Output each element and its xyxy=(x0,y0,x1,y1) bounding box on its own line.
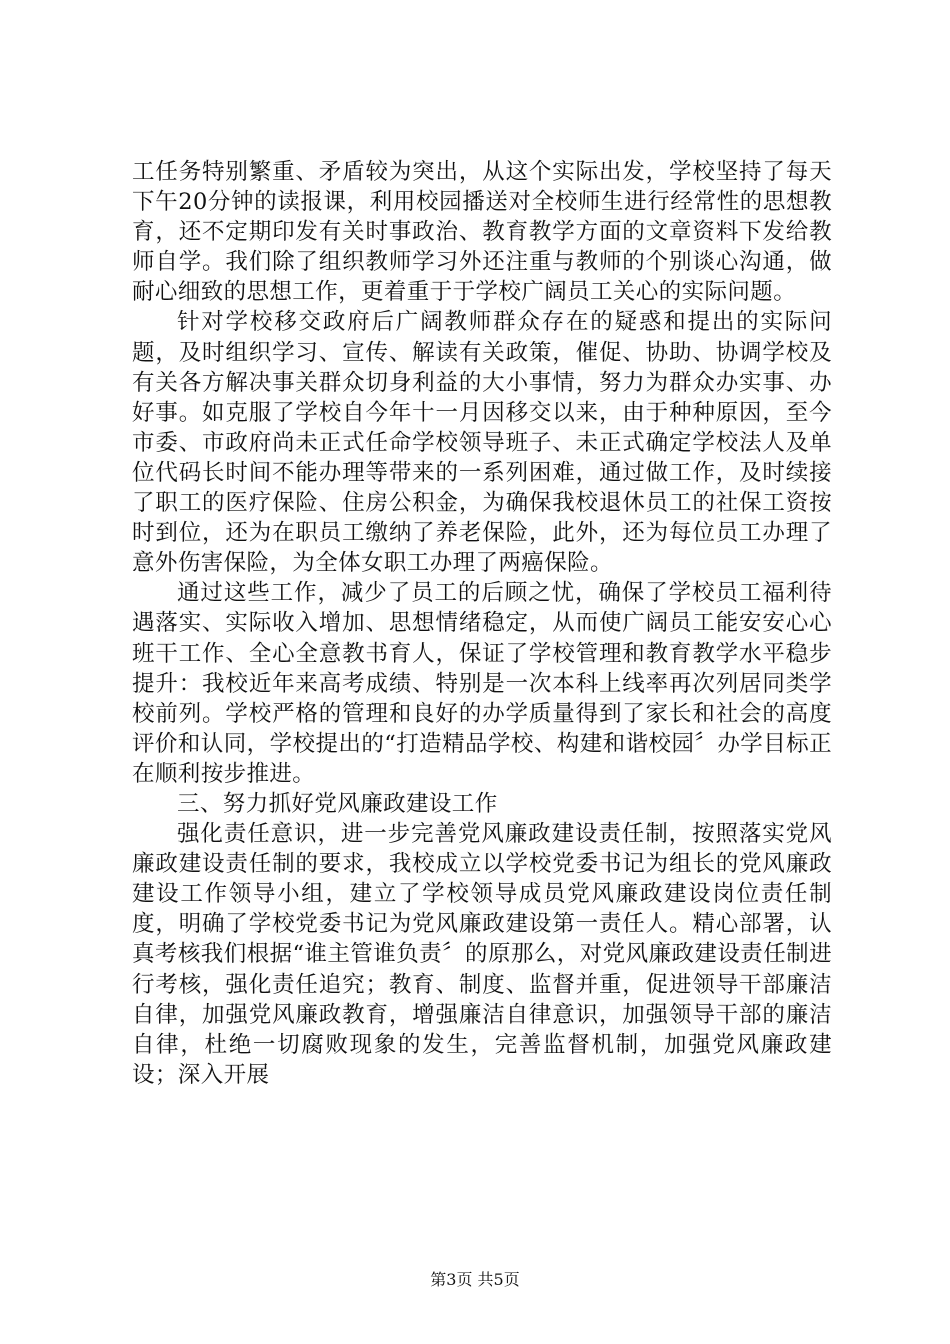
paragraph-continued: 工任务特别繁重、矛盾较为突出，从这个实际出发，学校坚持了每天下午20分钟的读报课，利用校园播送对全校师生进行经常性的思想教育，还不定期印发有关时事政治、教育教学方面的文章资料下发给教师自学。我们除了组织教师学习外还注重与教师的个别谈心沟通，做耐心细致的思想工作，更着重于于学校广阔员工关心的实际问题。 xyxy=(132,159,832,306)
section-heading-3: 三、努力抓好党风廉政建设工作 xyxy=(177,790,498,817)
paragraph-results: 通过这些工作，减少了员工的后顾之忧，确保了学校员工福利待遇落实、实际收入增加、思想情绪稳定，从而使广阔员工能安安心心班干工作、全心全意教书育人，保证了学校管理和教育教学水平稳步提升：我校近年来高考成绩、特别是一次本科上线率再次列居同类学校前列。学校严格的管理和良好的办学质量得到了家长和社会的高度评价和认同，学校提出的“打造精品学校、构建和谐校园〞办学目标正在顺利按步推进。 xyxy=(132,580,832,787)
paragraph-responsibility: 强化责任意识，进一步完善党风廉政建设责任制，按照落实党风廉政建设责任制的要求，我校成立以学校党委书记为组长的党风廉政建设工作领导小组，建立了学校领导成员党风廉政建设岗位责任制度，明确了学校党委书记为党风廉政建设第一责任人。精心部署，认真考核我们根据“谁主管谁负责〞的原那么，对党风廉政建设责任制进行考核，强化责任追究；教育、制度、监督并重，促进领导干部廉洁自律，加强党风廉政教育，增强廉洁自律意识，加强领导干部的廉洁自律，杜绝一切腐败现象的发生，完善监督机制，加强党风廉政建设；深入开展 xyxy=(132,821,832,1088)
paragraph-policy-support: 针对学校移交政府后广阔教师群众存在的疑惑和提出的实际问题，及时组织学习、宣传、解读有关政策，催促、协助、协调学校及有关各方解决事关群众切身利益的大小事情，努力为群众办实事、办好事。如克服了学校自今年十一月因移交以来，由于种种原因，至今市委、市政府尚未正式任命学校领导班子、未正式确定学校法人及单位代码长时间不能办理等带来的一系列困难，通过做工作，及时续接了职工的医疗保险、住房公积金，为确保我校退休员工的社保工资按时到位，还为在职员工缴纳了养老保险，此外，还为每位员工办理了意外伤害保险，为全体女职工办理了两癌保险。 xyxy=(132,309,832,577)
document-body xyxy=(132,157,832,1090)
page-number-footer: 第3页 共5页 xyxy=(430,1270,520,1289)
